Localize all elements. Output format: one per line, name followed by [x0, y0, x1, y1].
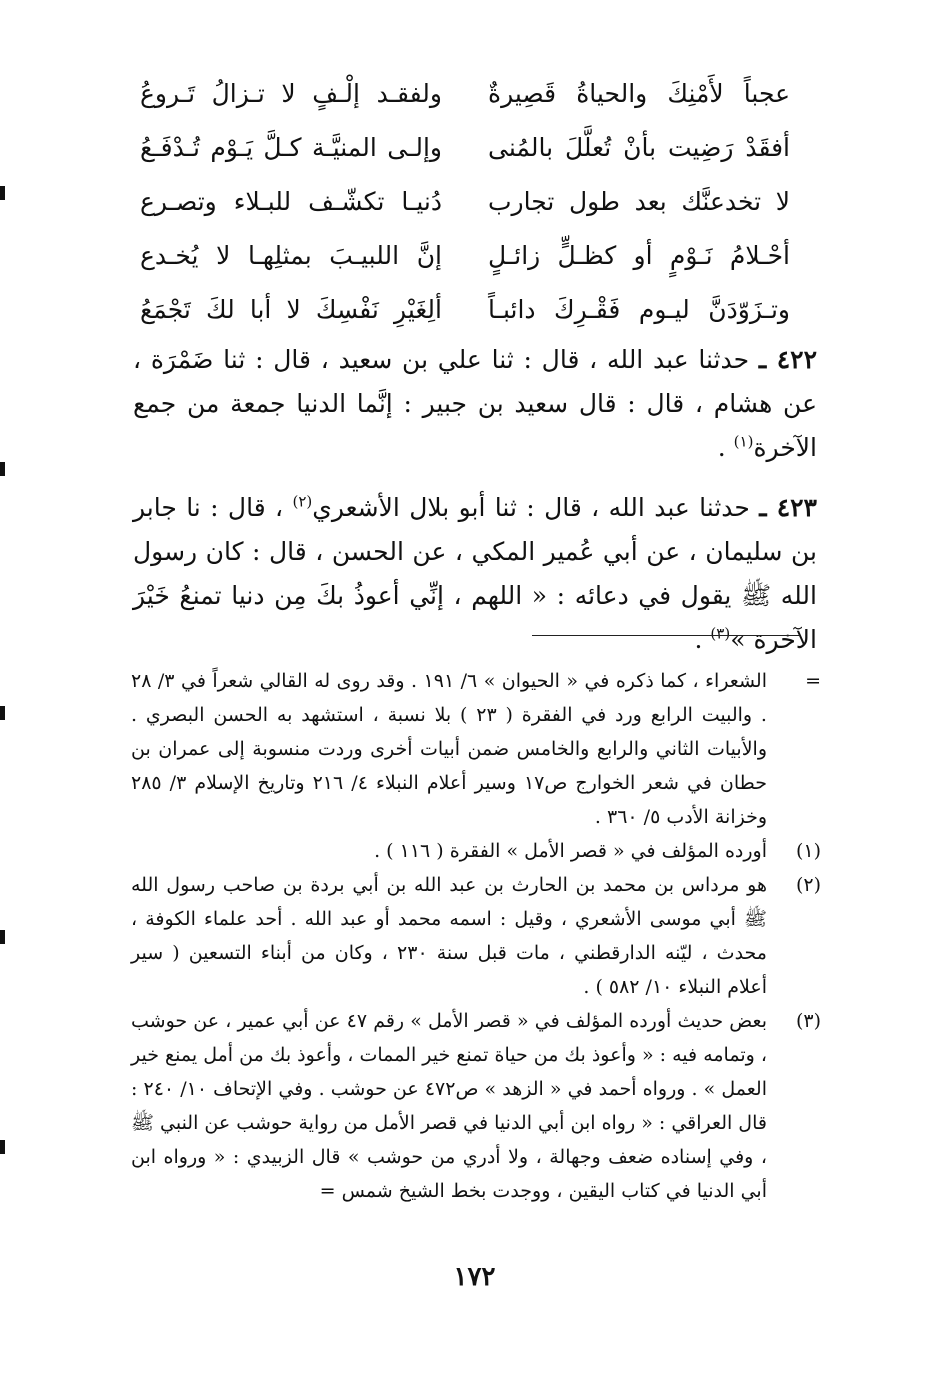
footnote-text: بعض حديث أورده المؤلف في « قصر الأمل » رقم ٤٧ عن أبي عمير ، عن حوشب ، وتمامه فيه : « وأعوذ بك من حياة تمنع خير الممات ، وأعوذ بك من أمل يمنع خير العمل » . ورواه أحمد في « الزهد » ص٤٧٢ عن حوشب . وفي الإتحاف ١٠/ ٢٤٠ : قال العراقي : « رواه ابن أبي الدنيا في قصر الأمل من رواية حوشب عن النبي ﷺ ، وفي إسناده ضعف وجهالة ، ولا أدري من حوشب » قال الزبيدي : « ورواه ابن أبي الدنيا في كتاب اليقين ، ووجدت بخط الشيخ شمس =: [131, 1010, 767, 1202]
footnote-text: الشعراء ، كما ذكره في « الحيوان » ٦/ ١٩١ . وقد روى له القالي شعراً في ٣/ ٢٨ . والبيت الرابع ورد في الفقرة ( ٢٣ ) بلا نسبة ، استشهد به الحسن البصري . والأبيات الثاني والرابع والخامس ضمن أبيات أخرى وردت منسوبة إلى عمران بن حطان في شعر الخوارج ص١٧ وسير أعلام النبلاء ٤/ ٢١٦ وتاريخ الإسلام ٣/ ٢٨٥ وخزانة الأدب ٥/ ٣٦٠ .: [131, 670, 768, 828]
narration-end: .: [717, 433, 734, 462]
footnote-item: [131, 664, 821, 834]
scan-edge-mark: [0, 186, 5, 200]
page-number: ١٧٢: [453, 1262, 496, 1292]
footnote-marker: (٣): [795, 1010, 821, 1032]
verse-line: [140, 126, 790, 180]
footnote-divider: [532, 635, 800, 636]
footnote-ref[interactable]: (٢): [292, 492, 313, 511]
footnote-ref[interactable]: (٣): [710, 624, 731, 643]
scan-edge-mark: [0, 1140, 5, 1154]
narration-text: حدثنا عبد الله ، قال : ثنا علي بن سعيد ، قال : ثنا ضَمْرَة ، عن هشام ، قال : قال سعيد بن جبير : إنَّما الدنيا جمعة من جمع الآخرة: [133, 345, 817, 462]
verse-first-hemistich: أفقَدْ رَضِيت بأنْ تُعلَّلَ بالمُنى: [488, 133, 790, 162]
verse-second-hemistich: ألِغَيْرِ نَفْسِكَ لا أبا لكَ تَجْمَعُ: [140, 295, 442, 324]
verse-line: [140, 180, 790, 234]
footnotes: [131, 664, 821, 1208]
poem-block: [140, 72, 790, 342]
footnote-item: [131, 1004, 821, 1208]
narration-number: ٤٢٣ ـ: [759, 493, 817, 522]
verse-line: [140, 234, 790, 288]
narration-text: حدثنا عبد الله ، قال : ثنا أبو بلال الأشعري: [312, 493, 750, 522]
footnote-text: هو مرداس بن محمد بن الحارث بن عبد الله بن أبي بردة بن صاحب رسول الله ﷺ أبي موسى الأشعري ، وقيل : اسمه محمد أو عبد الله . أحد علماء الكوفة ، محدث ، ليّنه الدارقطني ، مات قبل سنة ٢٣٠ ، وكان من أبناء التسعين ( سير أعلام النبلاء ١٠/ ٥٨٢ ) .: [131, 874, 767, 998]
verse-first-hemistich: لا تخدعنَّك بعد طول تجارب: [488, 187, 790, 216]
footnote-item: [131, 834, 821, 868]
verse-first-hemistich: عجباً لأَمْنِكَ والحياةُ قَصِيرةٌ: [488, 79, 790, 108]
scan-edge-mark: [0, 930, 5, 944]
scan-edge-mark: [0, 462, 5, 476]
narration-422: [133, 338, 817, 470]
verse-second-hemistich: وإلـى المنيَّـة كـلَّ يَـوْم تُـدْفَـعُ: [140, 133, 442, 162]
verse-second-hemistich: إنَّ اللبيـبَ بمثلِهـا لا يُخـدع: [140, 241, 442, 270]
verse-line: [140, 288, 790, 342]
verse-line: [140, 72, 790, 126]
verse-first-hemistich: أحْـلامُ نَـوْمٍ أو كظـلٍّ زائـلٍ: [488, 241, 790, 270]
narration-number: ٤٢٢ ـ: [758, 345, 818, 374]
verse-second-hemistich: ولفقـد إلْـفٍ لا تـزالُ تَـروعُ: [140, 79, 442, 108]
footnote-marker: (١): [795, 840, 821, 862]
scan-edge-mark: [0, 706, 5, 720]
footnote-ref[interactable]: (١): [733, 432, 754, 451]
footnote-text: أورده المؤلف في « قصر الأمل » الفقرة ( ١١٦ ) .: [374, 840, 767, 862]
footnote-marker: (٢): [795, 874, 821, 896]
footnote-marker: =: [805, 670, 821, 692]
narration-end: .: [694, 625, 711, 654]
verse-second-hemistich: دُنيـا تكشّـف للبـلاء وتصـرع: [140, 187, 442, 216]
footnote-item: [131, 868, 821, 1004]
narration-text: ، قال : نا جابر بن سليمان ، عن أبي عُمير المكي ، عن الحسن ، قال : كان رسول الله ﷺ يقول في دعائه : « اللهم ، إنِّي أعوذُ بكَ مِن دنيا تمنعُ خَيْرَ الآخرة »: [133, 493, 817, 654]
verse-first-hemistich: وتـزَوّدَنَّ ليـوم فَقْـرِكَ دائبـاً: [488, 295, 790, 324]
